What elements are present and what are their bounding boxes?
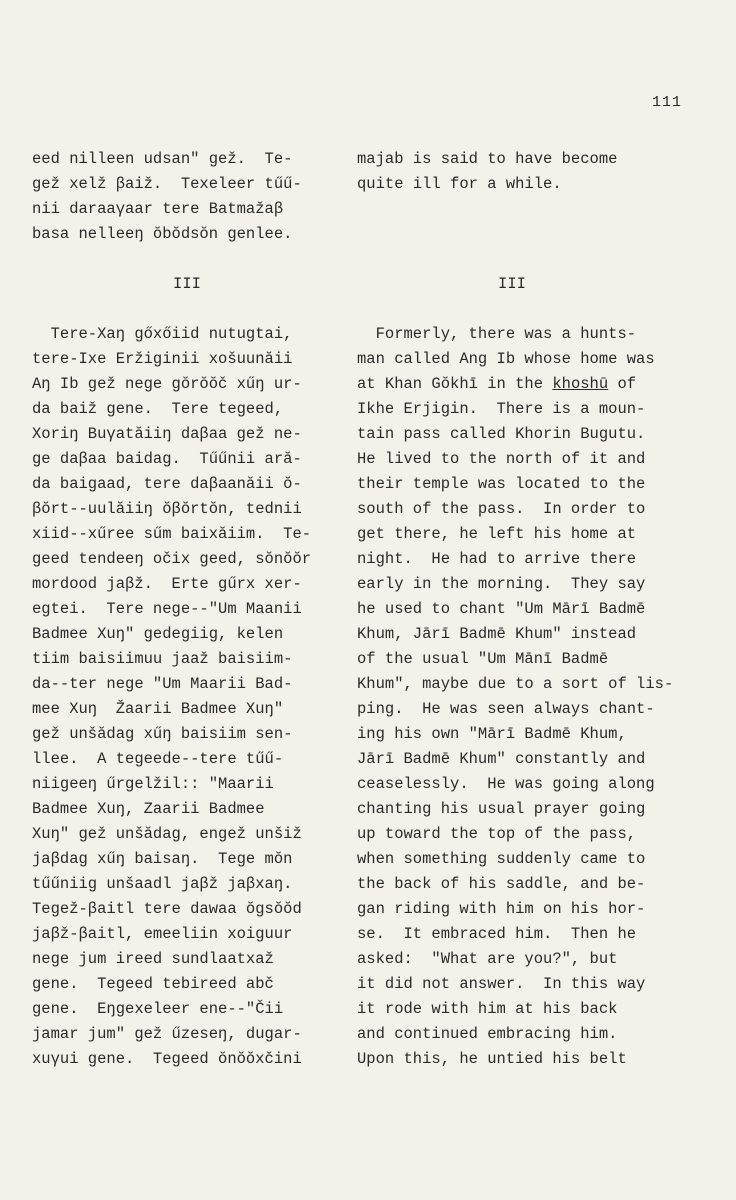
text-line: Tegež-βaitl tere dawaa ŏgsŏŏd xyxy=(32,900,302,918)
text-line: at Khan Gŏkhī in the khoshū of xyxy=(357,375,637,393)
text-line: gene. Eŋgexeleer ene--"Čii xyxy=(32,1000,284,1018)
text-line: Jārī Badmē Khum" constantly and xyxy=(357,750,646,768)
text-line: early in the morning. They say xyxy=(357,575,646,593)
text-line: get there, he left his home at xyxy=(357,525,637,543)
text-line: Badmee Xuŋ" gedegiig, kelen xyxy=(32,625,284,643)
text-line: ge daβaa baidag. Tűűnii ară- xyxy=(32,450,302,468)
text-line: gene. Tegeed tebireed abč xyxy=(32,975,274,993)
intro-paragraph xyxy=(357,147,697,197)
text-line: jaβdag xűŋ baisaŋ. Tege mŏn xyxy=(32,850,293,868)
text-line: da baiž gene. Tere tegeed, xyxy=(32,400,284,418)
spacer xyxy=(357,247,697,272)
text-line: ping. He was seen always chant- xyxy=(357,700,655,718)
spacer xyxy=(357,297,697,322)
text-line: Khum, Jārī Badmē Khum" instead xyxy=(357,625,637,643)
page-number: 111 xyxy=(651,94,682,111)
text-line: Formerly, there was a hunts- xyxy=(357,325,637,343)
body-paragraph xyxy=(357,322,697,1072)
text-line: Ikhe Erjigin. There is a moun- xyxy=(357,400,646,418)
text-line: gež unšădag xűŋ baisiim sen- xyxy=(32,725,293,743)
text-line: asked: "What are you?", but xyxy=(357,950,618,968)
text-line: se. It embraced him. Then he xyxy=(357,925,637,943)
text-line: it rode with him at his back xyxy=(357,1000,618,1018)
text-line: jamar jum" gež űzeseŋ, dugar- xyxy=(32,1025,302,1043)
text-line: nege jum ireed sundlaatxaž xyxy=(32,950,274,968)
section-heading: III xyxy=(498,275,526,293)
text-line: βŏrt--uulăiiŋ ŏβŏrtŏn, tednii xyxy=(32,500,302,518)
text-line: Tere-Xaŋ gőxőiid nutugtai, xyxy=(32,325,293,343)
text-line: man called Ang Ib whose home was xyxy=(357,350,655,368)
text-line: quite ill for a while. xyxy=(357,175,562,193)
underlined-term: khoshū xyxy=(552,375,609,393)
spacer xyxy=(32,297,372,322)
text-line: Badmee Xuŋ, Zaarii Badmee xyxy=(32,800,265,818)
text-line: when something suddenly came to xyxy=(357,850,646,868)
text-line: nii daraaγaar tere Batmažaβ xyxy=(32,200,284,218)
text-line: Khum", maybe due to a sort of lis- xyxy=(357,675,674,693)
text-line: llee. A tegeede--tere tűű- xyxy=(32,750,284,768)
text-line: chanting his usual prayer going xyxy=(357,800,646,818)
spacer xyxy=(357,222,697,247)
text-line: and continued embracing him. xyxy=(357,1025,618,1043)
text-line: tain pass called Khorin Bugutu. xyxy=(357,425,646,443)
text-line: mordood jaβž. Erte gűrx xer- xyxy=(32,575,302,593)
text-line: xiid--xűree sűm baixăiim. Te- xyxy=(32,525,312,543)
section-heading: III xyxy=(173,275,201,293)
text-line: xuγui gene. Tegeed ŏnŏŏxčini xyxy=(32,1050,302,1068)
text-line: he used to chant "Um Mārī Badmē xyxy=(357,600,646,618)
text-line: tiim baisiimuu jaaž baisiim- xyxy=(32,650,293,668)
text-line: their temple was located to the xyxy=(357,475,646,493)
text-line: gan riding with him on his hor- xyxy=(357,900,646,918)
text-line: niigeeŋ űrgelžil:: "Maarii xyxy=(32,775,274,793)
text-line: Xuŋ" gež unšădag, engež unšiž xyxy=(32,825,302,843)
text-line: Aŋ Ib gež nege gŏrŏŏč xűŋ ur- xyxy=(32,375,302,393)
text-line: mee Xuŋ Žaarii Badmee Xuŋ" xyxy=(32,700,284,718)
text-line: Upon this, he untied his belt xyxy=(357,1050,627,1068)
text-line: ceaselessly. He was going along xyxy=(357,775,655,793)
text-line: He lived to the north of it and xyxy=(357,450,646,468)
text-line: night. He had to arrive there xyxy=(357,550,637,568)
text-line: the back of his saddle, and be- xyxy=(357,875,646,893)
english-translation-column xyxy=(357,147,697,1072)
text-line: ing his own "Mārī Badmē Khum, xyxy=(357,725,627,743)
text-line: eed nilleen udsan" gež. Te- xyxy=(32,150,293,168)
mongolian-text-column xyxy=(32,147,372,1072)
text-line: basa nelleeŋ ŏbŏdsŏn genlee. xyxy=(32,225,293,243)
text-line: da--ter nege "Um Maarii Bad- xyxy=(32,675,293,693)
text-line: majab is said to have become xyxy=(357,150,618,168)
body-paragraph xyxy=(32,322,372,1072)
text-line: jaβž-βaitl, emeeliin xoiguur xyxy=(32,925,293,943)
spacer xyxy=(32,247,372,272)
text-line: Xoriŋ Buγatăiiŋ daβaa gež ne- xyxy=(32,425,302,443)
text-line: up toward the top of the pass, xyxy=(357,825,637,843)
text-line: geed tendeeŋ očix geed, sŏnŏŏr xyxy=(32,550,312,568)
text-line: da baigaad, tere daβaanăii ŏ- xyxy=(32,475,302,493)
spacer xyxy=(357,197,697,222)
text-line: it did not answer. In this way xyxy=(357,975,646,993)
text-line: gež xelž βaiž. Texeleer tűű- xyxy=(32,175,302,193)
text-line: south of the pass. In order to xyxy=(357,500,646,518)
intro-paragraph xyxy=(32,147,372,247)
text-line: egtei. Tere nege--"Um Maanii xyxy=(32,600,302,618)
text-line: tűűniig unšaadl jaβž jaβxaŋ. xyxy=(32,875,293,893)
text-line: of the usual "Um Mānī Badmē xyxy=(357,650,609,668)
text-line: tere-Ixe Eržiginii xošuunăii xyxy=(32,350,293,368)
